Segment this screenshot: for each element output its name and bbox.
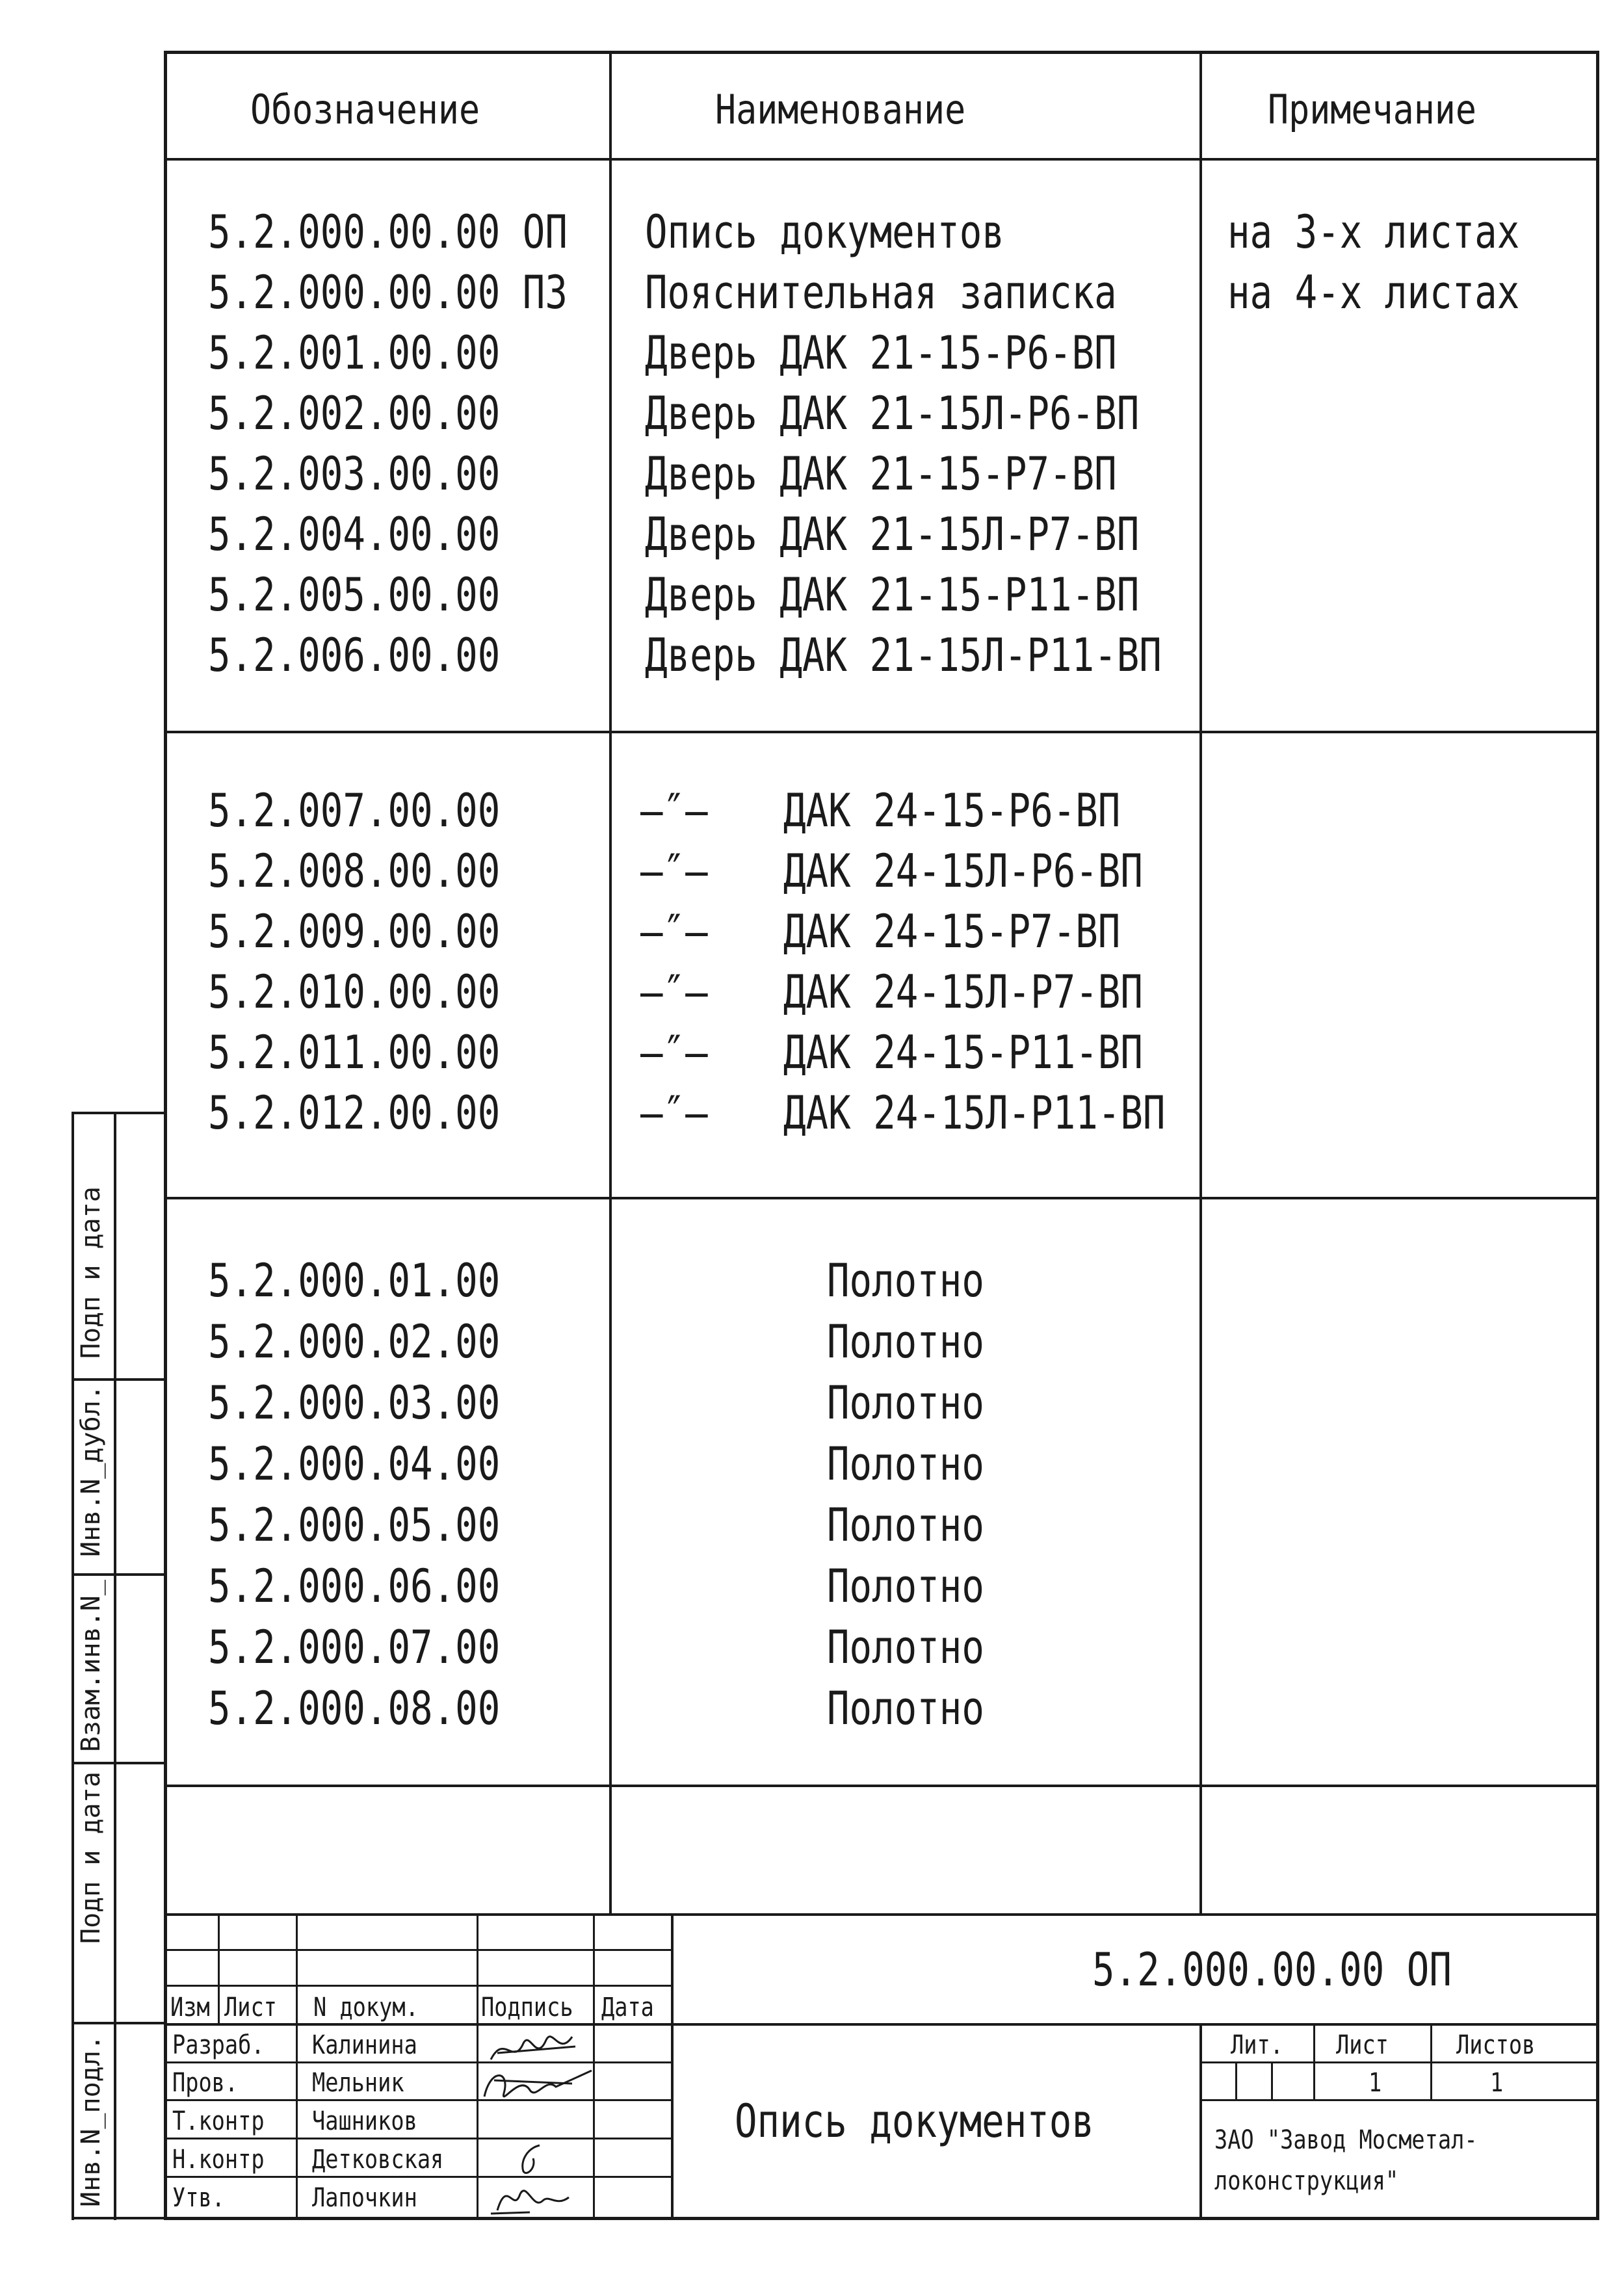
- tb-vline-sheets: [1430, 2023, 1432, 2100]
- designation-cell: 5.2.000.07.00: [208, 1621, 501, 1674]
- side-strip-mid: [114, 1112, 116, 2220]
- frame-bottom: [164, 2217, 1599, 2220]
- name-cell: Дверь ДАК 21-15-Р11-ВП: [645, 568, 1140, 621]
- name-cell: ДАК 24-15-Р7-ВП: [783, 905, 1121, 958]
- tb-vline-right: [1199, 2023, 1202, 2218]
- name-cell: Дверь ДАК 21-15-Р7-ВП: [645, 447, 1117, 501]
- tb-person: Чашников: [312, 2106, 417, 2136]
- side-label-podp-data-2: Подп и дата: [76, 1772, 106, 1944]
- side-strip-left: [72, 1112, 74, 2220]
- tb-vline-lit-a: [1235, 2061, 1237, 2100]
- tb-col-izm: Изм: [170, 1993, 210, 2022]
- tb-company-line1: ЗАО "Завод Мосметал-: [1214, 2125, 1478, 2155]
- tb-col-data: Дата: [601, 1993, 654, 2022]
- frame-top: [164, 51, 1599, 54]
- tb-designation: 5.2.000.00.00 ОП: [1092, 1943, 1452, 1996]
- name-cell: Полотно: [827, 1437, 984, 1491]
- designation-cell: 5.2.007.00.00: [208, 784, 501, 837]
- signature-prov: [475, 2061, 598, 2113]
- designation-cell: 5.2.002.00.00: [208, 387, 501, 440]
- tb-role: Утв.: [172, 2183, 225, 2213]
- col-sep-1: [609, 51, 612, 1915]
- ditto-mark: —″—: [640, 965, 708, 1019]
- side-label-podp-data-1: Подп и дата: [76, 1186, 106, 1359]
- tb-hline-lit-bottom: [1199, 2061, 1597, 2063]
- row-sep-header: [164, 158, 1599, 161]
- tb-hline-2: [164, 1985, 672, 1987]
- side-sep-top: [72, 1112, 166, 1114]
- name-cell: Дверь ДАК 21-15Л-Р11-ВП: [645, 629, 1162, 682]
- tb-company-line2: локонструкция": [1214, 2166, 1399, 2196]
- tb-sheet-value: 1: [1369, 2068, 1382, 2098]
- tb-role: Н.контр: [172, 2145, 265, 2175]
- tb-vline-sheet: [1313, 2023, 1315, 2100]
- designation-cell: 5.2.011.00.00: [208, 1026, 501, 1079]
- name-cell: ДАК 24-15Л-Р11-ВП: [783, 1086, 1166, 1140]
- name-cell: Полотно: [827, 1560, 984, 1613]
- name-cell: Полотно: [827, 1682, 984, 1735]
- ditto-mark: —″—: [640, 1086, 708, 1140]
- name-cell: Полотно: [827, 1498, 984, 1552]
- designation-cell: 5.2.004.00.00: [208, 508, 501, 561]
- ditto-mark: —″—: [640, 1026, 708, 1079]
- designation-cell: 5.2.000.00.00 ПЗ: [208, 266, 568, 319]
- designation-cell: 5.2.000.00.00 ОП: [208, 205, 568, 259]
- side-sep-4: [72, 2022, 166, 2024]
- signature-utv: [484, 2175, 582, 2220]
- col-sep-2: [1199, 51, 1202, 1915]
- designation-cell: 5.2.000.04.00: [208, 1437, 501, 1491]
- name-cell: Дверь ДАК 21-15Л-Р7-ВП: [645, 508, 1140, 561]
- row-sep-group2: [164, 1197, 1599, 1199]
- designation-cell: 5.2.000.08.00: [208, 1682, 501, 1735]
- designation-cell: 5.2.000.05.00: [208, 1498, 501, 1552]
- side-sep-bottom: [72, 2217, 166, 2219]
- name-cell: Полотно: [827, 1376, 984, 1430]
- tb-col-podpis: Подпись: [481, 1993, 573, 2022]
- name-cell: Полотно: [827, 1621, 984, 1674]
- side-sep-3: [72, 1762, 166, 1764]
- tb-person: Калинина: [312, 2030, 417, 2060]
- designation-cell: 5.2.003.00.00: [208, 447, 501, 501]
- ditto-mark: —″—: [640, 784, 708, 837]
- name-cell: Дверь ДАК 21-15Л-Р6-ВП: [645, 387, 1140, 440]
- designation-cell: 5.2.000.03.00: [208, 1376, 501, 1430]
- tb-person: Мельник: [312, 2068, 404, 2098]
- name-cell: ДАК 24-15-Р11-ВП: [783, 1026, 1143, 1079]
- designation-cell: 5.2.000.06.00: [208, 1560, 501, 1613]
- side-sep-1: [72, 1378, 166, 1381]
- side-label-inv-dubl: Инв.N_дубл.: [76, 1385, 106, 1557]
- designation-cell: 5.2.012.00.00: [208, 1086, 501, 1140]
- name-cell: ДАК 24-15Л-Р6-ВП: [783, 844, 1143, 898]
- row-sep-group3: [164, 1785, 1599, 1787]
- frame-left: [164, 51, 167, 2219]
- ditto-mark: —″—: [640, 844, 708, 898]
- designation-cell: 5.2.001.00.00: [208, 326, 501, 380]
- header-note: Примечание: [1268, 86, 1477, 133]
- tb-role: Т.контр: [172, 2106, 265, 2136]
- tb-document-title: Опись документов: [735, 2095, 1094, 2148]
- designation-cell: 5.2.000.01.00: [208, 1254, 501, 1307]
- tb-vline-lit-b: [1271, 2061, 1273, 2100]
- designation-cell: 5.2.006.00.00: [208, 629, 501, 682]
- tb-role: Пров.: [172, 2068, 239, 2098]
- designation-cell: 5.2.005.00.00: [208, 568, 501, 621]
- name-cell: ДАК 24-15-Р6-ВП: [783, 784, 1121, 837]
- tb-lit-label: Лит.: [1231, 2030, 1283, 2060]
- tb-vline-data: [671, 1913, 674, 2219]
- tb-hline-header: [164, 2023, 1599, 2026]
- tb-sheets-label: Листов: [1456, 2030, 1536, 2060]
- name-cell: Полотно: [827, 1254, 984, 1307]
- designation-cell: 5.2.000.02.00: [208, 1315, 501, 1368]
- tb-person: Лапочкин: [312, 2183, 417, 2213]
- tb-hline-lit-values: [1199, 2099, 1597, 2101]
- name-cell: ДАК 24-15Л-Р7-ВП: [783, 965, 1143, 1019]
- tb-vline-list: [296, 1913, 298, 2219]
- tb-vline-izm: [218, 1913, 220, 2024]
- tb-sheet-label: Лист: [1336, 2030, 1389, 2060]
- designation-cell: 5.2.009.00.00: [208, 905, 501, 958]
- signature-n-kontr: [501, 2139, 559, 2178]
- name-cell: Пояснительная записка: [645, 266, 1117, 319]
- tb-hline-1: [164, 1949, 672, 1951]
- row-sep-group1: [164, 731, 1599, 733]
- tb-col-ndokum: N докум.: [313, 1993, 419, 2022]
- designation-cell: 5.2.010.00.00: [208, 965, 501, 1019]
- frame-right: [1596, 51, 1599, 2219]
- note-cell: на 3-х листах: [1227, 205, 1520, 259]
- ditto-mark: —″—: [640, 905, 708, 958]
- side-label-inv-podl: Инв.N_подл.: [76, 2035, 106, 2207]
- name-cell: Опись документов: [645, 205, 1004, 259]
- tb-hline-r4: [164, 2176, 672, 2178]
- tb-person: Детковская: [312, 2145, 444, 2175]
- tb-sheets-value: 1: [1490, 2068, 1504, 2098]
- name-cell: Дверь ДАК 21-15-Р6-ВП: [645, 326, 1117, 380]
- designation-cell: 5.2.008.00.00: [208, 844, 501, 898]
- name-cell: Полотно: [827, 1315, 984, 1368]
- tb-role: Разраб.: [172, 2030, 265, 2060]
- row-sep-titleblock: [164, 1913, 1599, 1916]
- tb-col-list: Лист: [224, 1993, 277, 2022]
- side-label-vzam-inv: Взам.инв.N_: [76, 1580, 106, 1752]
- header-name: Наименование: [715, 86, 966, 133]
- side-sep-2: [72, 1573, 166, 1576]
- note-cell: на 4-х листах: [1227, 266, 1520, 319]
- tb-hline-r3: [164, 2138, 672, 2139]
- header-designation: Обозначение: [250, 86, 480, 133]
